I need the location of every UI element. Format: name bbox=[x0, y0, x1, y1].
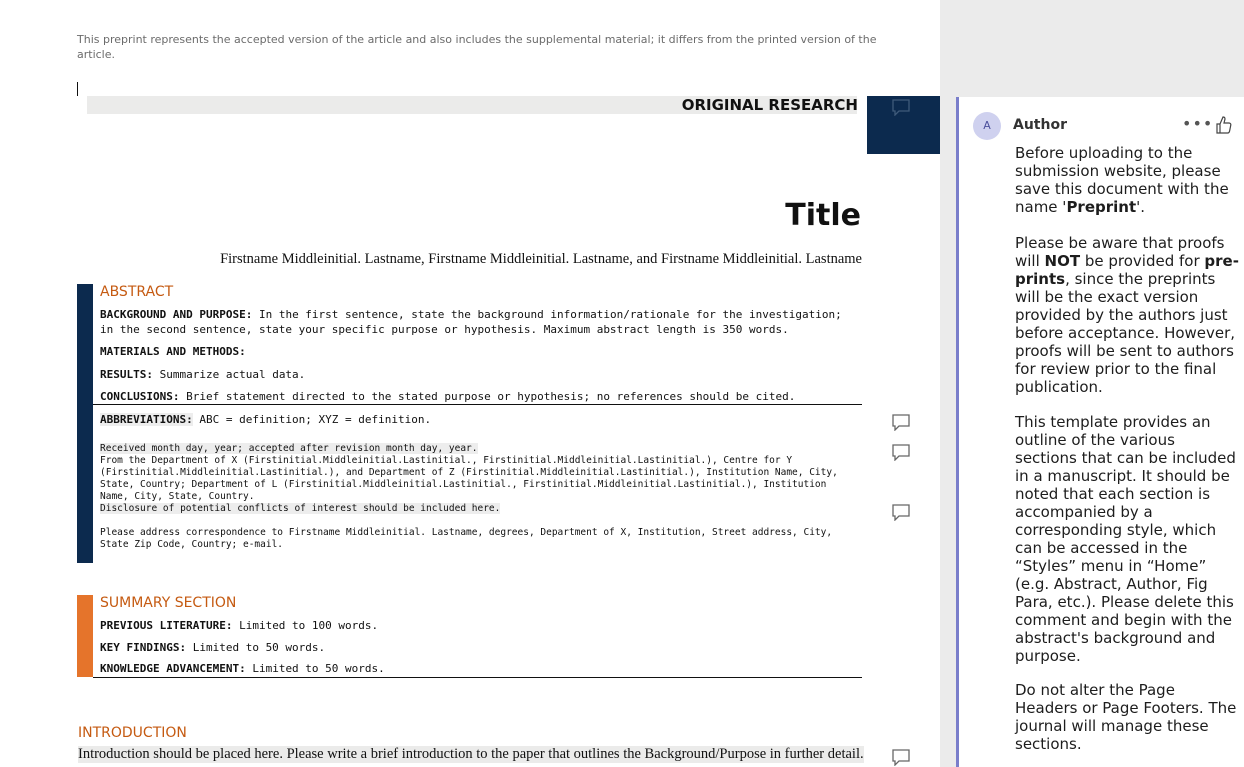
conclusions-text: Brief statement directed to the stated purpose or hypothesis; no references should be cited. bbox=[179, 390, 796, 403]
background-text: In the first sentence, state the background information/rationale for the investigation; in the second sentence, state your specific purpose or hypothesis. Maximum abstract length is 350 words. bbox=[100, 308, 842, 336]
summary-previous-literature[interactable] bbox=[100, 618, 378, 633]
author-list[interactable]: Firstname Middleinitial. Lastname, Firstname Middleinitial. Lastname, and Firstname Middleinitial. Lastname bbox=[220, 251, 862, 267]
key-text: Limited to 50 words. bbox=[186, 641, 326, 654]
prev-label: PREVIOUS LITERATURE: bbox=[100, 619, 233, 632]
key-label: KEY FINDINGS: bbox=[100, 641, 187, 654]
p2-text-e: , since the preprints will be the exact version provided by the authors just before acceptance. However, proofs will be sent to authors for review prior to the final publication. bbox=[1015, 270, 1236, 396]
results-label: RESULTS: bbox=[100, 368, 153, 381]
p2-not: NOT bbox=[1044, 252, 1081, 270]
abstract-heading[interactable]: ABSTRACT bbox=[100, 284, 174, 300]
summary-knowledge-advancement[interactable] bbox=[100, 661, 385, 676]
affiliations[interactable]: From the Department of X (Firstinitial.Middleinitial.Lastinitial., Firstinitial.Middleinitial.Lastinitial.), Centre for Y (Firstinitial.Middleinitial.Lastinitial.), and Department of Z (Firstinitial.Middleinitial.Lastinitial.), Institution Name, City, State, Country; Department of L (Firstinitial.Middleinitial.Lastinitial., Firstinitial.Middleinitial.Lastinitial.), Institution Name, City, State, Country. bbox=[100, 455, 838, 502]
p1-emphasis: Preprint bbox=[1066, 198, 1137, 216]
comment-marker-icon[interactable] bbox=[891, 413, 911, 433]
summary-heading[interactable]: SUMMARY SECTION bbox=[100, 595, 237, 611]
article-title[interactable]: Title bbox=[785, 198, 861, 233]
correspondence[interactable]: Please address correspondence to Firstname Middleinitial. Lastname, degrees, Department of X, Institution, Street address, City, State Zip Code, Country; e-mail. bbox=[100, 527, 833, 550]
comment-paragraph-4: Do not alter the Page Headers or Page Footers. The journal will manage these sections. bbox=[1015, 681, 1237, 753]
p1-end: '. bbox=[1136, 198, 1146, 216]
article-type-label[interactable]: ORIGINAL RESEARCH bbox=[681, 96, 858, 114]
p2-text-c: be provided for bbox=[1080, 252, 1205, 270]
abbreviations-label: ABBREVIATIONS: bbox=[100, 413, 193, 426]
introduction-text[interactable]: Introduction should be placed here. Please write a brief introduction to the paper that outlines the Background/Purpose in further detail. bbox=[78, 746, 864, 762]
abstract-methods[interactable] bbox=[100, 344, 246, 359]
abstract-results[interactable] bbox=[100, 367, 305, 382]
thumbs-up-icon[interactable] bbox=[1215, 115, 1233, 139]
received-dates[interactable] bbox=[100, 443, 478, 455]
abstract-divider bbox=[93, 404, 862, 405]
comment-paragraph-2 bbox=[1015, 234, 1239, 396]
methods-label: MATERIALS AND METHODS: bbox=[100, 345, 246, 358]
know-text: Limited to 50 words. bbox=[245, 662, 385, 675]
abbreviations[interactable] bbox=[100, 412, 431, 427]
know-label: KNOWLEDGE ADVANCEMENT: bbox=[100, 662, 246, 675]
introduction-heading[interactable]: INTRODUCTION bbox=[78, 725, 187, 741]
p1-text: Before uploading to the submission website, please save this document with the name ' bbox=[1015, 144, 1229, 216]
abstract-side-bar bbox=[77, 284, 93, 563]
abstract-background[interactable] bbox=[100, 307, 860, 337]
summary-key-findings[interactable] bbox=[100, 640, 325, 655]
comment-paragraph-1 bbox=[1015, 144, 1239, 216]
disclosure[interactable] bbox=[100, 503, 500, 515]
comment-paragraph-3: This template provides an outline of the various sections that can be included in a manuscript. It should be noted that each section is accompanied by a corresponding style, which can be accessed in the “Styles” menu in “Home” (e.g. Abstract, Author, Fig Para, etc.). Please delete this comment and begin with the abstract's background and purpose. bbox=[1015, 413, 1236, 665]
comment-author: Author bbox=[1013, 117, 1067, 133]
comment-marker-icon[interactable] bbox=[891, 503, 911, 523]
more-options-icon[interactable]: ••• bbox=[1182, 114, 1214, 133]
conclusions-label: CONCLUSIONS: bbox=[100, 390, 180, 403]
comment-marker-icon[interactable] bbox=[891, 748, 911, 767]
text-cursor bbox=[77, 82, 78, 96]
comment-card[interactable] bbox=[956, 97, 1244, 767]
p2-preprints: pre-prints bbox=[1015, 252, 1239, 288]
avatar: A bbox=[973, 112, 1001, 140]
summary-side-bar bbox=[77, 595, 93, 677]
comment-marker-icon[interactable] bbox=[891, 443, 911, 463]
background-label: BACKGROUND AND PURPOSE: bbox=[100, 308, 253, 321]
preprint-note: This preprint represents the accepted version of the article and also includes the supplemental material; it differs from the printed version of the article. bbox=[77, 33, 877, 61]
p2-text-a: Please be aware that proofs will bbox=[1015, 234, 1225, 270]
results-text: Summarize actual data. bbox=[152, 368, 306, 381]
prev-text: Limited to 100 words. bbox=[232, 619, 379, 632]
abstract-conclusions[interactable] bbox=[100, 389, 795, 404]
abbreviations-text: ABC = definition; XYZ = definition. bbox=[192, 413, 432, 426]
received-text: Received month day, year; accepted after revision month day, year. bbox=[100, 443, 478, 454]
comment-marker-icon[interactable] bbox=[891, 98, 911, 118]
summary-divider bbox=[93, 677, 862, 678]
disclosure-text: Disclosure of potential conflicts of interest should be included here. bbox=[100, 503, 501, 514]
